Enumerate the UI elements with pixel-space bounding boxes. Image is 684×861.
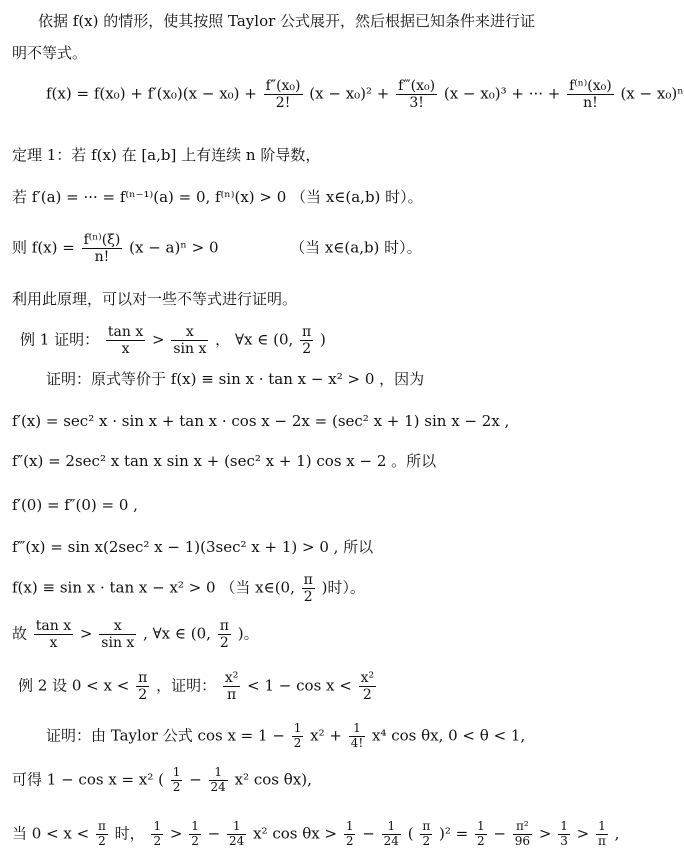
ex1-pi-den: 2 bbox=[302, 341, 312, 358]
taylor-lhs: f(x) = f(x₀) + f′(x₀)(x − x₀) + bbox=[46, 84, 257, 103]
ex2-one-b: 1 bbox=[349, 722, 365, 737]
ex1-f1-den: x bbox=[121, 341, 130, 358]
ex2-one-d: 1 bbox=[209, 766, 228, 781]
ex2-l-pi-den: 2 bbox=[422, 833, 431, 848]
ex2-four-fact: 4! bbox=[350, 735, 364, 750]
ex1-pi-num: π bbox=[302, 324, 312, 340]
ex2-last-inv-pi bbox=[596, 820, 608, 849]
ex2-last-pi-half bbox=[96, 820, 108, 849]
ex1-gt: > bbox=[152, 330, 165, 349]
ex1-frac-tan bbox=[106, 324, 145, 357]
ex2-pi-half bbox=[136, 670, 149, 703]
ex2-l-two-1: 2 bbox=[153, 833, 162, 848]
ex1-deriv-1: f′(x) = sec² x · sin x + tan x · cos x − 2x = (sec² x + 1) sin x − 2x , bbox=[12, 412, 510, 430]
ex2-get-half bbox=[171, 766, 183, 795]
ex2-last-a: > bbox=[169, 824, 183, 843]
ex2-x2-num-a: x² bbox=[224, 670, 239, 686]
ex2-frac-x2-2 bbox=[359, 670, 377, 703]
ex2-frac-half bbox=[292, 722, 304, 751]
then-num: f⁽ⁿ⁾(ξ) bbox=[83, 232, 121, 248]
ex1-conc-pi-den: 2 bbox=[219, 635, 229, 652]
ex2-l-two-2: 2 bbox=[191, 833, 199, 848]
ex1-conc-f2-num: x bbox=[99, 618, 136, 635]
ex2-get-24 bbox=[209, 766, 228, 795]
taylor-term2-frac bbox=[264, 78, 303, 111]
ex1-conclusion bbox=[12, 618, 259, 651]
use-principle: 利用此原理，可以对一些不等式进行证明。 bbox=[12, 290, 298, 308]
taylor-termn-frac bbox=[567, 78, 614, 111]
ex1-result-post: )时）。 bbox=[321, 578, 365, 597]
tn-num: f⁽ⁿ⁾(x₀) bbox=[569, 78, 612, 94]
ex2-l-one-5: 1 bbox=[382, 820, 401, 835]
ex2-last-third bbox=[558, 820, 570, 849]
example-2-statement bbox=[18, 670, 378, 703]
ex1-conc-post: )。 bbox=[237, 624, 259, 643]
ex1-result-pi-den: 2 bbox=[303, 589, 313, 606]
ex2-l-two-4: 2 bbox=[345, 833, 354, 848]
ex2-proof-post: x⁴ cos θx, 0 < θ < 1, bbox=[371, 726, 526, 745]
ex2-x2-num-b: x² bbox=[360, 670, 375, 686]
ex2-last-half-b bbox=[189, 820, 201, 849]
ex2-half-den: 2 bbox=[362, 687, 372, 704]
taylor-term3-after: (x − x₀)³ + ··· + bbox=[443, 84, 561, 103]
ex2-pi-num: π bbox=[138, 670, 148, 686]
ex2-l-pi-den2: π bbox=[597, 833, 606, 848]
ex2-l-one-1: 1 bbox=[153, 819, 162, 833]
ex1-conc-pre: 故 bbox=[12, 624, 28, 643]
example-1-statement bbox=[20, 324, 326, 357]
ex2-l-one-4: 1 bbox=[345, 819, 354, 833]
ex2-last-half-d bbox=[475, 820, 487, 849]
ex2-pi-den: 2 bbox=[138, 687, 148, 704]
ex2-get: 可得 1 − cos x = x² ( $\frac{1}{2}$ − $\frac{1}{24}$ x² cos θx), bbox=[12, 765, 312, 794]
ex1-conc-f2-den: sin x bbox=[101, 635, 135, 652]
ex1-deriv-3: f′(0) = f″(0) = 0 , bbox=[12, 496, 138, 514]
theorem-conclusion bbox=[12, 232, 422, 265]
ex1-conc-mid: , ∀x ∈ (0, bbox=[143, 624, 211, 643]
ex1-result-pre: f(x) ≡ sin x · tan x − x² > 0 （当 x∈(0, bbox=[12, 578, 295, 597]
ex2-l-one-3: 1 bbox=[227, 820, 246, 835]
ex2-last-half-a bbox=[151, 820, 163, 849]
ex2-l-one-7: 1 bbox=[560, 819, 568, 833]
taylor-formula bbox=[46, 78, 684, 111]
ex1-cond-post: ) bbox=[320, 330, 326, 349]
ex1-f2-num: x bbox=[171, 324, 208, 341]
ex2-last-pi-num: π bbox=[98, 819, 106, 833]
ex2-last-24-b bbox=[382, 820, 401, 849]
ex2-label-pre: 例 2 设 0 < x < bbox=[18, 676, 130, 695]
ex1-conc-f1-den: x bbox=[49, 635, 58, 652]
ex2-last-pi-half-b bbox=[420, 820, 432, 849]
ex2-l-one-6: 1 bbox=[476, 819, 485, 833]
ex1-result bbox=[12, 572, 365, 605]
then-after: (x − a)ⁿ > 0 bbox=[129, 238, 219, 257]
ex2-last-half-c bbox=[344, 820, 356, 849]
ex2-last-end: , bbox=[614, 824, 620, 843]
ex2-l-24-a: 24 bbox=[229, 833, 245, 848]
taylor-termn-after: (x − x₀)ⁿ bbox=[620, 84, 684, 103]
ex1-deriv-2: f″(x) = 2sec² x tan x sin x + (sec² x + 1) cos x − 2 。所以 bbox=[12, 452, 437, 470]
ex1-conc-f1-num: tan x bbox=[35, 618, 72, 634]
ex2-last-pi2-96 bbox=[513, 820, 532, 849]
t3-den: 3! bbox=[409, 95, 424, 112]
ex1-deriv-4: f‴(x) = sin x(2sec² x − 1)(3sec² x + 1) > 0 , 所以 bbox=[12, 538, 374, 556]
ex2-l-one-2: 1 bbox=[191, 819, 199, 833]
theorem-title: 定理 1：若 f(x) 在 [a,b] 上有连续 n 阶导数， bbox=[12, 146, 321, 164]
ex2-last-c: ( bbox=[407, 824, 414, 843]
ex2-mid: < 1 − cos x < bbox=[247, 676, 352, 695]
ex2-two-c: 2 bbox=[172, 779, 181, 794]
ex2-last-pre: 当 0 < x < bbox=[12, 824, 90, 843]
ex2-l-one-8: 1 bbox=[596, 820, 608, 835]
ex2-l-96: 96 bbox=[514, 833, 531, 848]
then-note: （当 x∈(a,b) 时）。 bbox=[290, 238, 422, 257]
ex1-frac-sin bbox=[171, 324, 208, 357]
ex2-last-d: )² = bbox=[439, 824, 469, 843]
ex2-proof-pre: 证明：由 Taylor 公式 cos x = 1 − bbox=[46, 726, 285, 745]
ex2-last: 当 0 < x < $\frac{\pi}{2}$ 时， $\frac{1}{2}$ > $\frac{1}{2}$ − $\frac{1}{24}$ x² cos θx > $\frac{1}{2}$ − $\frac{1}{24}$ ( $\frac{\pi}{2}$ )² = $\frac{1}{2}$ − $\frac{\text{π²}}{96}$ > $\frac{1}{3}$ > $\frac{1}{\pi}$ , bbox=[12, 819, 620, 848]
ex2-pi-den-a: π bbox=[227, 687, 237, 704]
tn-den: n! bbox=[583, 95, 598, 112]
theorem-condition: 若 f′(a) = ··· = f⁽ⁿ⁻¹⁾(a) = 0, f⁽ⁿ⁾(x) > 0 （当 x∈(a,b) 时）。 bbox=[12, 188, 423, 206]
ex2-one-c: 1 bbox=[172, 765, 181, 779]
ex1-proof-intro: 证明：原式等价于 f(x) ≡ sin x · tan x − x² > 0 ，因为 bbox=[46, 370, 425, 388]
ex2-l-pi-num: π bbox=[422, 819, 431, 833]
t3-num: f‴(x₀) bbox=[398, 78, 436, 94]
ex2-get-post: x² cos θx), bbox=[234, 770, 312, 789]
ex2-label-mid: ，证明： bbox=[156, 676, 217, 695]
ex1-conc-pi-num: π bbox=[219, 618, 229, 634]
ex2-last-pi-den: 2 bbox=[98, 833, 106, 848]
ex1-result-pi-num: π bbox=[303, 572, 313, 588]
ex1-conc-frac-tan bbox=[34, 618, 73, 651]
ex2-l-24-b: 24 bbox=[383, 833, 399, 848]
ex2-frac-x2-pi bbox=[223, 670, 241, 703]
then-frac bbox=[82, 232, 123, 265]
ex1-frac-pi bbox=[300, 324, 313, 357]
taylor-term2-after: (x − x₀)² + bbox=[309, 84, 390, 103]
ex2-last-mid: 时， bbox=[114, 824, 145, 843]
ex2-frac-4fact bbox=[349, 722, 365, 751]
ex2-last-24-a bbox=[227, 820, 246, 849]
ex2-l-pi2: π² bbox=[513, 820, 532, 835]
ex2-proof-mid: x² + bbox=[310, 726, 342, 745]
ex1-label: 例 1 证明： bbox=[20, 330, 100, 349]
ex2-two-a: 2 bbox=[293, 735, 302, 750]
ex1-f1-num: tan x bbox=[107, 324, 144, 340]
ex1-f2-den: sin x bbox=[173, 341, 207, 358]
intro-line-2: 明不等式。 bbox=[12, 44, 88, 62]
ex1-result-pi bbox=[302, 572, 315, 605]
then-den: n! bbox=[94, 249, 110, 266]
ex2-last-b: x² cos θx > bbox=[253, 824, 338, 843]
ex1-conc-frac-sin bbox=[99, 618, 136, 651]
ex2-l-three: 3 bbox=[560, 833, 568, 848]
ex2-one-a: 1 bbox=[293, 721, 302, 735]
t2-num: f″(x₀) bbox=[265, 78, 301, 94]
intro-line-1: 依据 f(x) 的情形，使其按照 Taylor 公式展开，然后根据已知条件来进行证 bbox=[38, 12, 536, 30]
ex2-proof-taylor bbox=[46, 722, 525, 751]
t2-den: 2! bbox=[275, 95, 291, 112]
ex1-conc-pi bbox=[218, 618, 231, 651]
ex1-conc-gt: > bbox=[79, 624, 93, 643]
ex1-cond-pre: ， ∀x ∈ (0, bbox=[215, 330, 294, 349]
then-lhs: 则 f(x) = bbox=[12, 238, 75, 257]
taylor-term3-frac bbox=[396, 78, 437, 111]
ex2-get-pre: 可得 1 − cos x = x² ( bbox=[12, 770, 164, 789]
ex2-l-two-6: 2 bbox=[476, 833, 485, 848]
ex2-24-a: 24 bbox=[210, 779, 226, 794]
